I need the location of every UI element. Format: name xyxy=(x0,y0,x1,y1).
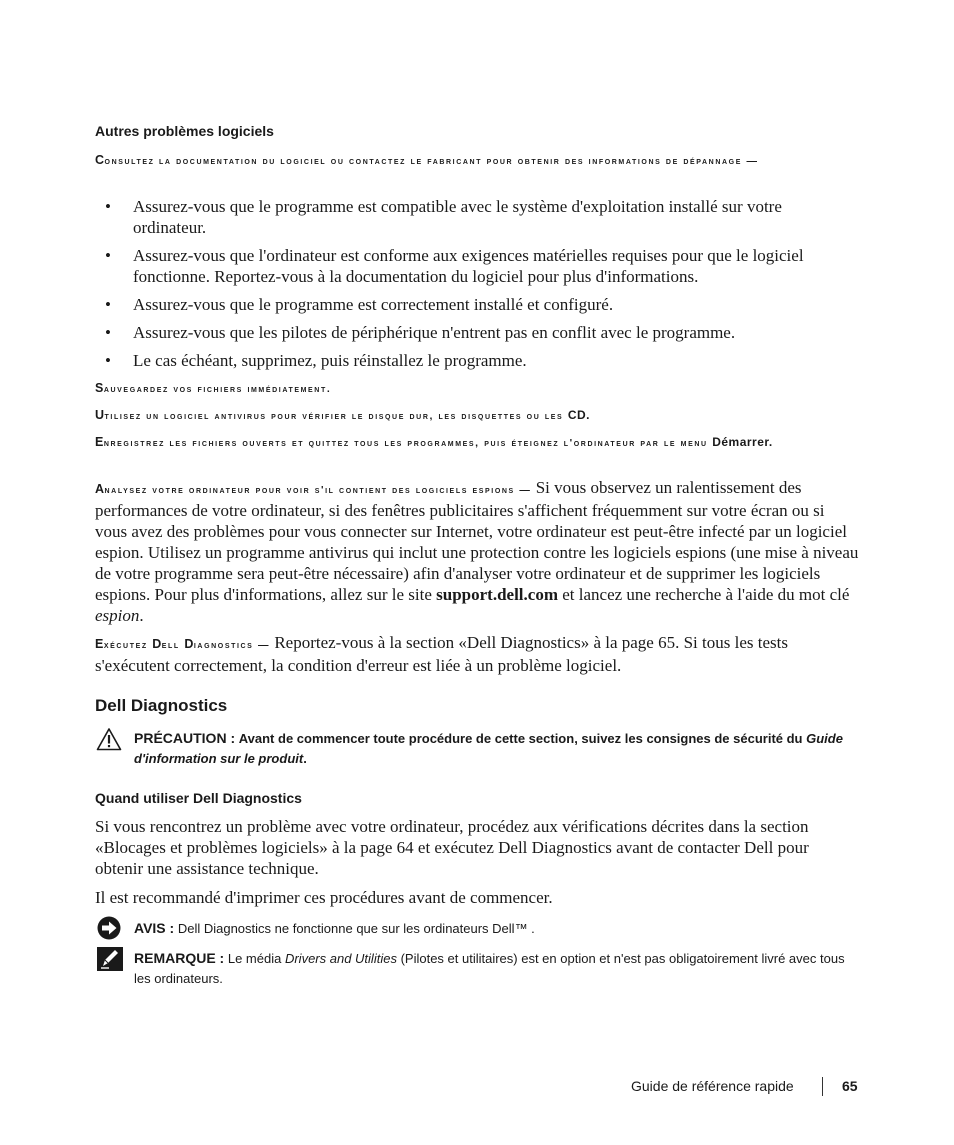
bullet-glyph: • xyxy=(105,351,111,370)
step-backup-files: Sauvegardez vos fichiers immédiatement. xyxy=(95,381,332,395)
list-item: • Le cas échéant, supprimez, puis réinstallez le programme. xyxy=(105,351,527,370)
notice-icon xyxy=(96,915,122,941)
remark-note: REMARQUE : Le média Drivers and Utilities (Pilotes et utilitaires) est en option et n'est pas obligatoirement livré avec tous les ordinateurs. xyxy=(134,950,845,986)
bullet-glyph: • xyxy=(105,323,111,342)
footer-divider xyxy=(822,1077,823,1096)
page-number: 65 xyxy=(842,1078,858,1094)
bullet-glyph: • xyxy=(105,295,111,314)
checklist xyxy=(95,196,815,371)
list-item: • Assurez-vous que les pilotes de périphérique n'entrent pas en conflit avec le programme. xyxy=(105,323,736,342)
start-menu-label: Démarrer. xyxy=(712,435,773,449)
list-item: • Assurez-vous que le programme est correctement installé et configuré. xyxy=(105,295,614,314)
paragraph-print-procedures: Il est recommandé d'imprimer ces procédures avant de commencer. xyxy=(95,888,553,907)
bullet-glyph: • xyxy=(105,197,111,216)
step-antivirus: Utilisez un logiciel antivirus pour vérifier le disque dur, les disquettes ou les CD. xyxy=(95,408,591,422)
bullet-glyph: • xyxy=(105,246,111,265)
footer-title: Guide de référence rapide xyxy=(631,1078,794,1094)
list-item: • Assurez-vous que l'ordinateur est conforme aux exigences matérielles requises pour que le logiciel fonctionne. Reportez-vous à la documentation du logiciel pour plus d'informations. xyxy=(105,246,804,286)
step-shutdown: Enregistrez les fichiers ouverts et quittez tous les programmes, puis éteignez l'ordinateur par le menu Démarrer. xyxy=(95,435,773,449)
caution-icon xyxy=(96,727,122,751)
subheading-when-to-use: Quand utiliser Dell Diagnostics xyxy=(95,790,302,806)
caution-note: PRÉCAUTION : Avant de commencer toute procédure de cette section, suivez les consignes de sécurité du Guide d'information sur le produit. xyxy=(134,730,843,766)
section-heading-dell-diagnostics: Dell Diagnostics xyxy=(95,696,228,715)
section-heading-other-software: Autres problèmes logiciels xyxy=(95,123,274,139)
support-link[interactable]: support.dell.com xyxy=(436,585,558,604)
step-run-diagnostics: Exécutez Dell Diagnostics — Reportez-vous à la section «Dell Diagnostics» à la page 65. Si tous les tests s'exécutent correctement, la condition d'erreur est liée à un problème logiciel. xyxy=(95,633,788,675)
step-consult-documentation: Consultez la documentation du logiciel ou contactez le fabricant pour obtenir des informations de dépannage — xyxy=(95,153,759,167)
notice-note: AVIS : Dell Diagnostics ne fonctionne que sur les ordinateurs Dell™ . xyxy=(134,920,535,936)
paragraph-when-to-use: Si vous rencontrez un problème avec votre ordinateur, procédez aux vérifications décrites dans la section «Blocages et problèmes logiciels» à la page 64 et exécutez Dell Diagnostics avant de contacter Dell pour obtenir une assistance technique. xyxy=(95,817,809,878)
list-item: • Assurez-vous que le programme est compatible avec le système d'exploitation installé sur votre ordinateur. xyxy=(105,197,782,237)
note-pencil-icon xyxy=(97,947,123,971)
step-spyware: Analysez votre ordinateur pour voir s'il contient des logiciels espions — Si vous observez un ralentissement des performances de votre ordinateur, si des fenêtres publicitaires s'affichent fréquemment sur votre écran ou si vous avez des problèmes pour vous connecter sur Internet, votre ordinateur est peut-être infecté par un logiciel espion. Utilisez un programme antivirus qui inclut une protection contre les logiciels espions (une mise à niveau de votre programme sera peut-être nécessaire) afin d'analyser votre ordinateur et de supprimer les logiciels espions. Pour plus d'informations, allez sur le site support.dell.com et lancez une recherche à l'aide du mot clé espion. xyxy=(95,478,859,625)
